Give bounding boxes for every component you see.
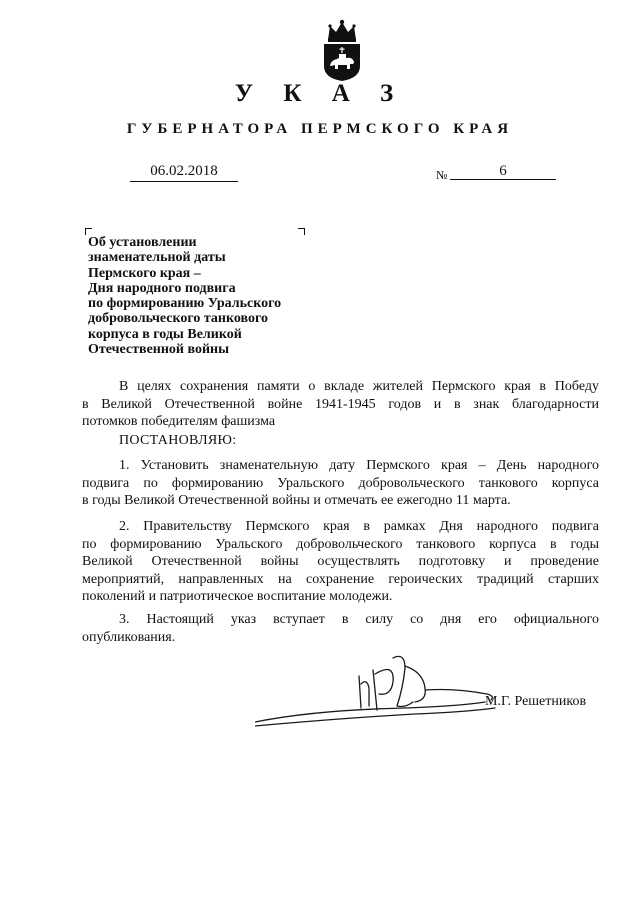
text-line: В целях сохранения памяти о вкладе жителей Пермского края в Победу (119, 379, 599, 394)
handwritten-signature (255, 648, 510, 748)
signer-name: М.Г. Решетников (485, 694, 587, 709)
number-underline (450, 179, 556, 180)
text-line: мероприятий, направленных на сохранение героических традиций старших (82, 571, 599, 587)
document-date: 06.02.2018 (150, 163, 218, 179)
document-title: У К А З (234, 80, 406, 107)
subject-bracket-right (298, 228, 305, 235)
decree-item-2 (82, 518, 599, 606)
text-line: подвига по формированию Уральского добровольческого танкового корпуса (82, 475, 599, 491)
intro-paragraph (82, 378, 599, 431)
document-number: 6 (499, 163, 507, 179)
decree-item-1 (82, 457, 599, 510)
document-subject (88, 235, 318, 357)
text-line: по формированию Уральского добровольческого танкового корпуса в годы (82, 536, 599, 552)
decree-item-3 (82, 611, 599, 646)
document-subtitle: ГУБЕРНАТОРА ПЕРМСКОГО КРАЯ (126, 121, 514, 137)
subject-line: Об установлении (88, 235, 197, 250)
subject-line: знаменательной даты (88, 250, 226, 266)
text-line: опубликования. (82, 629, 176, 645)
subject-line: корпуса в годы Великой (88, 326, 242, 342)
subject-line: Пермского края – (88, 265, 201, 281)
text-line: потомков победителям фашизма (82, 414, 276, 429)
decree-word: ПОСТАНОВЛЯЮ: (119, 433, 237, 448)
text-line: поколений и патриотическое воспитание молодежи. (82, 589, 393, 604)
coat-of-arms-icon (320, 18, 364, 82)
subject-bracket-left (85, 228, 92, 235)
text-line: 1. Установить знаменательную дату Пермского края – День народного (119, 458, 599, 473)
subject-line: Отечественной войны (88, 342, 230, 358)
date-underline (130, 181, 238, 182)
subject-line: по формированию Уральского (88, 296, 282, 312)
subject-line: добровольческого танкового (88, 311, 268, 327)
text-line: в Великой Отечественной войне 1941-1945 годов и в знак благодарности (82, 396, 599, 412)
text-line: Великой Отечественной войны осуществлять подготовку и проведение (82, 554, 599, 569)
text-line: 3. Настоящий указ вступает в силу со дня его официального (119, 612, 599, 627)
number-sign: № (436, 168, 448, 182)
text-line: 2. Правительству Пермского края в рамках Дня народного подвига (119, 519, 599, 534)
text-line: в годы Великой Отечественной войны и отмечать ее ежегодно 11 марта. (82, 493, 511, 508)
subject-line: Дня народного подвига (88, 280, 236, 296)
